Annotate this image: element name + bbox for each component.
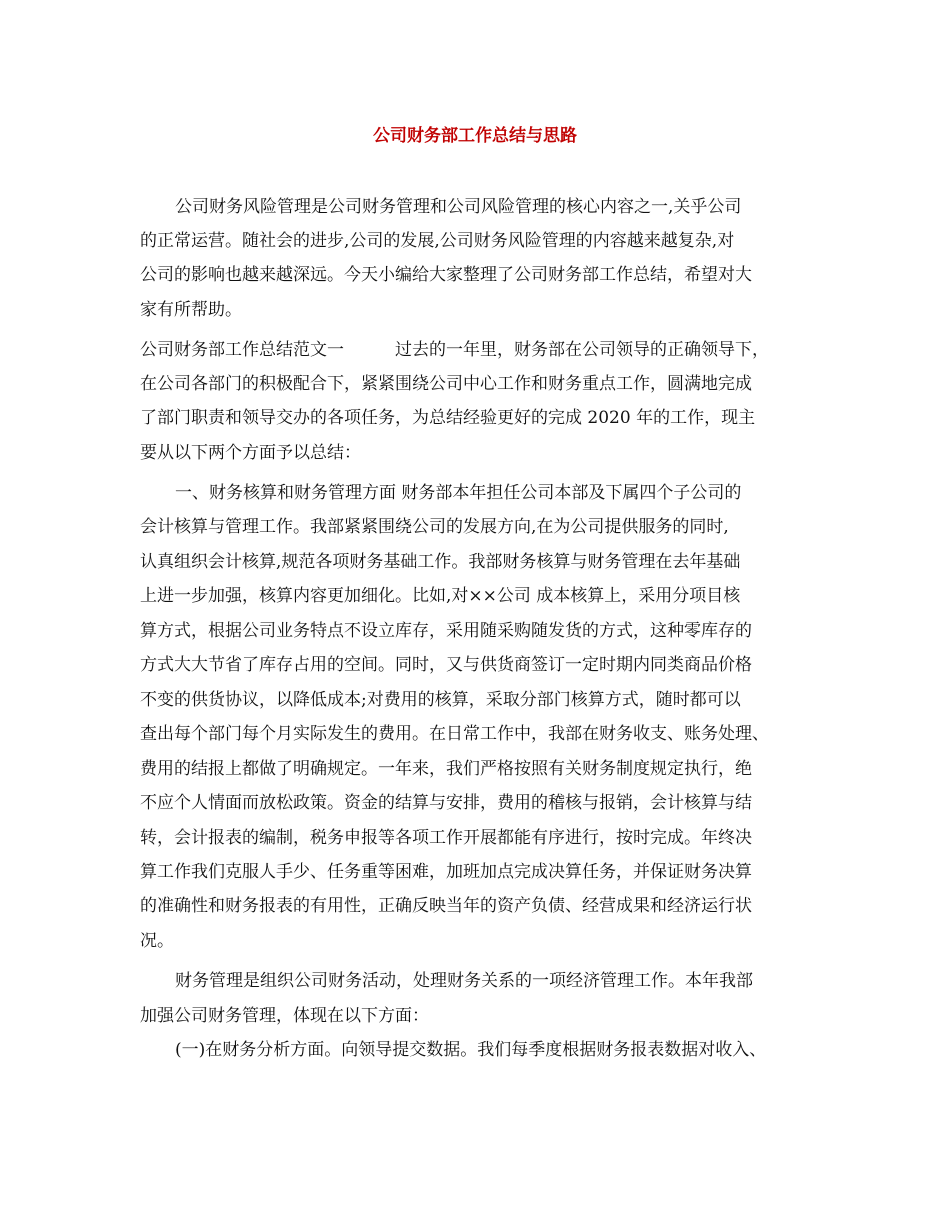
paragraph-line: 会计核算与管理工作。我部紧紧围绕公司的发展方向,在为公司提供服务的同时, (140, 517, 729, 537)
paragraph-line: 要从以下两个方面予以总结： (140, 443, 361, 463)
paragraph-line: 况。 (140, 931, 174, 951)
paragraph-line: 不应个人情面而放松政策。资金的结算与安排，费用的稽核与报销，会计核算与结 (140, 793, 752, 813)
paragraph-line: 查出每个部门每个月实际发生的费用。在日常工作中，我部在财务收支、账务处理、 (140, 724, 769, 744)
paragraph-line: 上进一步加强，核算内容更加细化。比如,对××公司 成本核算上，采用分项目核 (140, 586, 741, 606)
paragraph-line: 财务管理是组织公司财务活动，处理财务关系的一项经济管理工作。本年我部 (175, 971, 753, 991)
document-title: 公司财务部工作总结与思路 (373, 126, 577, 146)
paragraph-line: 公司财务风险管理是公司财务管理和公司风险管理的核心内容之一,关乎公司 (175, 197, 742, 217)
paragraph-line: 一、财务核算和财务管理方面 财务部本年担任公司本部及下属四个子公司的 (175, 483, 742, 503)
paragraph-line: 了部门职责和领导交办的各项任务，为总结经验更好的完成 2020 年的工作，现主 (140, 408, 756, 428)
paragraph-line: 算方式，根据公司业务特点不设立库存，采用随采购随发货的方式，这种零库存的 (140, 621, 752, 641)
paragraph-line: 加强公司财务管理，体现在以下方面： (140, 1006, 429, 1026)
paragraph-line: 的正常运营。随社会的进步,公司的发展,公司财务风险管理的内容越来越复杂,对 (140, 231, 735, 251)
paragraph-line: 在公司各部门的积极配合下，紧紧围绕公司中心工作和财务重点工作，圆满地完成 (140, 374, 752, 394)
paragraph-line: 费用的结报上都做了明确规定。一年来，我们严格按照有关财务制度规定执行，绝 (140, 759, 752, 779)
paragraph-line: 不变的供货协议，以降低成本;对费用的核算，采取分部门核算方式，随时都可以 (140, 690, 741, 710)
paragraph-line: 方式大大节省了库存占用的空间。同时，又与供货商签订一定时期内同类商品价格 (140, 655, 752, 675)
paragraph-line: 公司财务部工作总结范文一 过去的一年里，财务部在公司领导的正确领导下， (140, 340, 769, 360)
paragraph-line: 转，会计报表的编制，税务申报等各项工作开展都能有序进行，按时完成。年终决 (140, 828, 752, 848)
paragraph-line: 算工作我们克服人手少、任务重等困难，加班加点完成决算任务，并保证财务决算 (140, 862, 752, 882)
paragraph-line: 家有所帮助。 (140, 300, 242, 320)
paragraph-line: 的准确性和财务报表的有用性，正确反映当年的资产负债、经营成果和经济运行状 (140, 896, 752, 916)
paragraph-line: 公司的影响也越来越深远。今天小编给大家整理了公司财务部工作总结，希望对大 (140, 265, 752, 285)
paragraph-line: (一)在财务分析方面。向领导提交数据。我们每季度根据财务报表数据对收入、 (175, 1040, 767, 1060)
paragraph-line: 认真组织会计核算,规范各项财务基础工作。我部财务核算与财务管理在去年基础 (140, 552, 741, 572)
